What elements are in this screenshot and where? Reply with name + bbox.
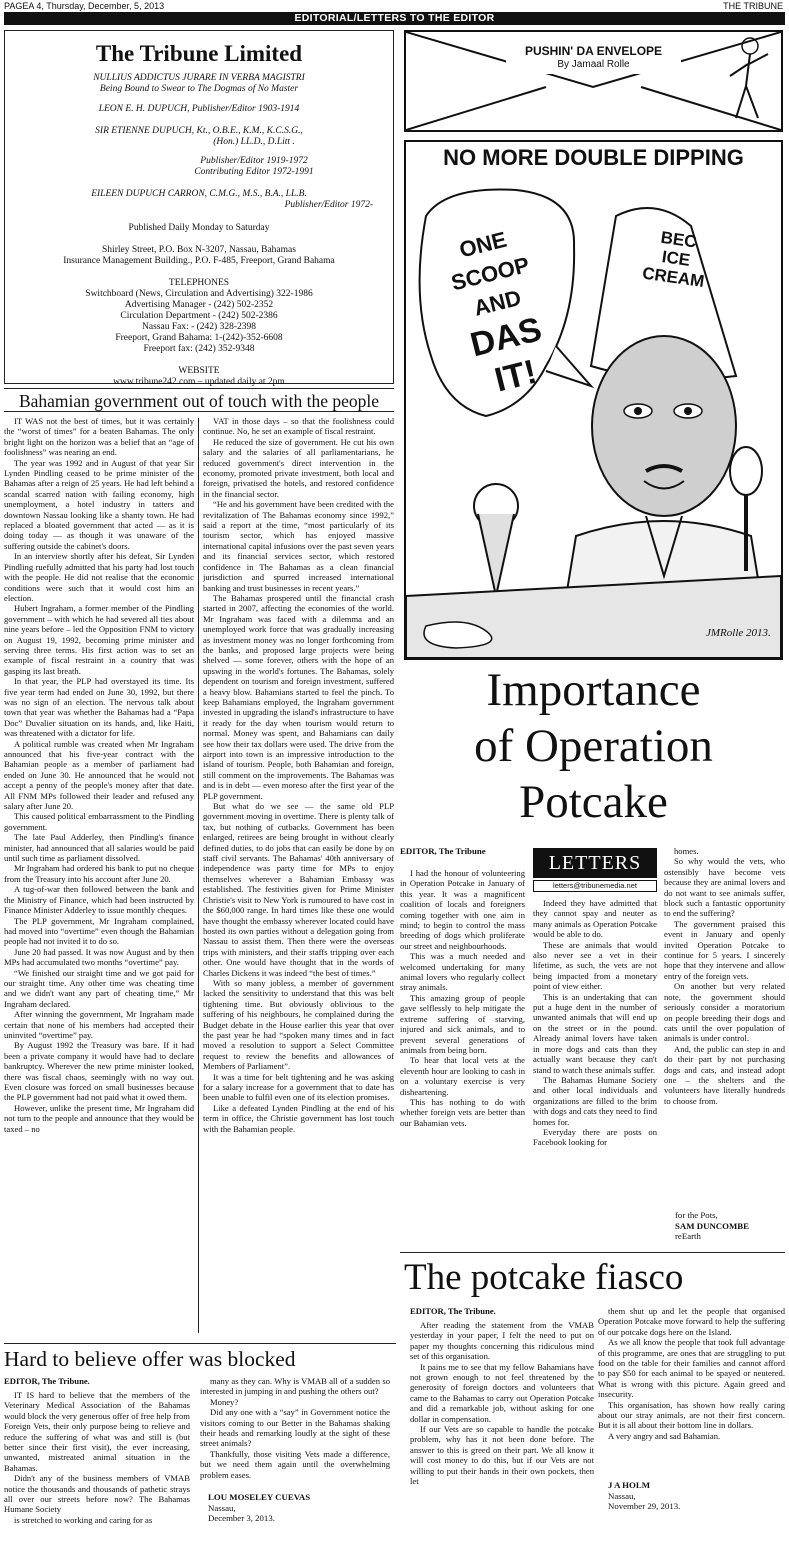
paragraph: Everyday there are posts on Facebook looking for xyxy=(533,1126,657,1148)
paragraph: The government praised this event in January and openly invited Operation Potcake to continue for 5 years. I sincerely hope that they intervene and allow entry of the foreign vets. xyxy=(664,918,785,981)
paragraph: A tug-of-war then followed between the bank and the Ministry of Finance, which had been instructed by Finance Minister Adderley to issue monthly cheques. xyxy=(4,884,194,916)
paragraph: After winning the government, Mr Ingraham made certain that none of his members had accepted their uninvited “overtime” pay. xyxy=(4,1009,194,1040)
paragraph: This amazing group of people gave selflessly to help mitigate the extreme suffering of starving, injured and sick animals, and to prevent several generations of animals from being born. xyxy=(400,992,525,1055)
paragraph: Money? xyxy=(210,1396,239,1407)
masthead-tel-switchboard: Switchboard (News, Circulation and Advertising) 322-1986 xyxy=(85,289,313,299)
paragraph: However, unlike the present time, Mr Ingraham did not turn to the people and announce that they would be taxed – no xyxy=(4,1102,194,1134)
editorial-column-2 xyxy=(203,416,394,1336)
masthead-tel-circulation: Circulation Department - (242) 502-2386 xyxy=(120,311,278,321)
paragraph: This organisation, has shown how really caring about our stray animals, are not their first concern. But it is all about their bottom line in dollars. xyxy=(598,1399,785,1431)
paragraph: This has nothing to do with whether foreign vets are better than our Bahamian vets. xyxy=(400,1096,525,1128)
cartoon-series-block xyxy=(506,44,681,74)
masthead-etienne-4: Contributing Editor 1972-1991 xyxy=(194,167,314,177)
fiasco-salutation: EDITOR, The Tribune. xyxy=(410,1306,496,1316)
paragraph: So why would the vets, who ostensibly have become vets because they are animal lovers and do not want to see animals suffer, block such a fantastic opportunity to end the suffering? xyxy=(664,856,785,919)
masthead-eileen-1: EILEEN DUPUCH CARRON, C.M.G., M.S., B.A., LL.B. xyxy=(91,189,307,199)
potcake-column-2 xyxy=(533,898,657,1248)
offer-date: December 3, 2013. xyxy=(208,1513,275,1523)
cartoonist-figure-icon xyxy=(724,36,774,122)
paragraph: “He and his government have been credited with the revitalization of The Bahamas economy since 1992,” said a report at the time, “most particularly of its tourism sector, which has enjoyed massive international capital infusions over the past seven years and its financial services sector, which restored confidence in The Bahamas as a clean financial jurisdiction and spurred increased international banking and trust businesses in recent years.” xyxy=(203,499,394,593)
editorial-headline: Bahamian government out of touch with the people xyxy=(4,388,394,412)
cartoonist-signature: JMRolle 2013. xyxy=(706,627,771,639)
paragraph: Indeed they have admitted that they cannot spay and neuter as many animals as Operation Potcake would be able to do. xyxy=(533,898,657,940)
letters-email-link[interactable]: letters@tribunemedia.net xyxy=(533,880,657,892)
paragraph: The late Paul Adderley, then Pindling's finance minister, had announced that all salaries would be paid until such time as parliament dissolved. xyxy=(4,832,194,864)
paragraph: And, the public can step in and do their part by not purchasing dogs and cats, and instead adopt one – the shelters and the volunteers have literally hundreds to choose from. xyxy=(664,1043,785,1106)
potcake-headline: Importance of Operation Potcake xyxy=(474,664,713,828)
editorial-column-1 xyxy=(4,416,194,1336)
fiasco-signature: J A HOLM xyxy=(608,1480,651,1490)
masthead-telephones-label: TELEPHONES xyxy=(168,278,230,288)
paragraph: homes. xyxy=(674,846,699,856)
paragraph: These are animals that would also never see a vet in their lifetime, as such, the vets are not being impacted from a monetary point of view either. xyxy=(533,939,657,992)
paragraph: This caused political embarrassment to the Pindling government. xyxy=(4,811,194,832)
section-rule xyxy=(400,1252,785,1253)
fiasco-place: Nassau, xyxy=(608,1490,636,1501)
cartoon-series-title: PUSHIN' DA ENVELOPE xyxy=(524,44,663,58)
paragraph: Like a defeated Lynden Pindling at the end of his term in office, the Christie government has lost touch with the Bahamian people. xyxy=(203,1102,394,1134)
offer-place: Nassau, xyxy=(208,1502,236,1513)
masthead-box xyxy=(4,30,394,387)
masthead-motto: NULLIUS ADDICTUS JURARE IN VERBA MAGISTRI xyxy=(93,73,305,83)
paragraph: Mr Ingraham had ordered his bank to put no cheque from the Treasury into his account after June 20. xyxy=(4,863,194,884)
paragraph: He reduced the size of government. He cut his own salary and the salaries of all parliamentarians, he reduced government's direct intervention in the economy, promoted private investment, both local and foreign, privatised the hotels, and restored confidence in the financial sector. xyxy=(203,436,394,499)
cartoon-header-box xyxy=(404,30,783,132)
masthead-etienne-1: SIR ETIENNE DUPUCH, Kt., O.B.E., K.M., K.C.S.G., xyxy=(95,126,303,136)
masthead-eileen-2: Publisher/Editor 1972- xyxy=(284,200,373,210)
paragraph: After reading the statement from the VMAB yesterday in your paper, I felt the need to put on paper my thoughts concerning this ridiculous mind set of this organisation. xyxy=(410,1320,594,1362)
masthead-published: Published Daily Monday to Saturday xyxy=(128,223,270,233)
offer-salutation: EDITOR, The Tribune. xyxy=(4,1376,90,1386)
potcake-signoff xyxy=(675,1210,749,1242)
newspaper-name: THE TRIBUNE xyxy=(723,1,783,11)
fiasco-headline: The potcake fiasco xyxy=(404,1257,684,1298)
column-rule xyxy=(198,418,199,1333)
speech-bubble-text: ONE SCOOP AND DAS IT! xyxy=(448,226,546,400)
masthead-etienne-2: (Hon.) LL.D., D.Litt . xyxy=(213,137,295,147)
offer-signoff xyxy=(208,1492,310,1524)
masthead-address-2: Insurance Management Building., P.O. F-485, Freeport, Grand Bahama xyxy=(63,256,335,266)
paragraph: “We finished our straight time and we got paid for our straight time. Any other time was cheating time and we didn't want any part of cheating time,” Mr Ingraham declared. xyxy=(4,967,194,1009)
masthead-etienne-3: Publisher/Editor 1919-1972 xyxy=(200,156,308,166)
page-header xyxy=(0,0,789,12)
paragraph: This is an undertaking that can put a huge dent in the number of unwanted animals that will end up on the street or in the pound. Already animal lovers have taken in more dogs and cats than they actually want because they can't stand to watch these animals suffer. xyxy=(533,991,657,1075)
paragraph: With so many jobless, a member of government lacked the sensitivity to understand that this was belt tightening time. But obviously oblivious to the suffering of his neighbours, he complained during the Budget debate in the House earlier this year that over the past year he had “spoken many times and in fact moved a resolution to support a Select Committee request to review the benefits and allowances of Members of Parliament”. xyxy=(203,977,394,1072)
paragraph: Thankfully, those visiting Vets made a difference, but we need them again until the overwhelming problem eases. xyxy=(200,1448,390,1480)
paragraph: By August 1992 the Treasury was bare. If it had been a private company it would have had to declare bankruptcy. Wherever the new prime minister looked, there was fiscal chaos, seemingly with no way out. Even closure was forced on small businesses because the PLP government had not paid what it owed them. xyxy=(4,1040,194,1103)
cartoon-panel xyxy=(404,140,783,660)
paragraph: Did any one with a “say” in Government notice the visitors coming to our Better in the Bahamas shaking their heads and remarking loudly at the sight of these street animals? xyxy=(200,1407,390,1449)
paragraph: As we all know the people that took full advantage of this programme, are ones that are struggling to put food on the table for their families and cannot afford to pay $50 for each animal to be spayed or neutered. What is wrong with this picture. Again greed and insecurity. xyxy=(598,1337,785,1400)
paragraph: VAT in those days – so that the foolishness could continue. No, he set an example of fiscal restraint. xyxy=(203,416,394,437)
paragraph: It was a time for belt tightening and he was asking for a salary increase for a government that to date has been unable to fulfil even one of its election promises. xyxy=(203,1071,394,1103)
paragraph: In an interview shortly after his defeat, Sir Lynden Pindling ruefully admitted that his party had lost touch with the people. He did not realise that the economic conditions were such that it would cost him an election. xyxy=(4,551,194,603)
section-banner: EDITORIAL/LETTERS TO THE EDITOR xyxy=(4,12,785,25)
masthead-tel-advertising: Advertising Manager - (242) 502-2352 xyxy=(124,300,274,310)
section-rule xyxy=(4,1343,396,1344)
letters-logo xyxy=(533,848,657,878)
paragraph: In that year, the PLP had overstayed its time. Its five year term had ended on June 30, 1992, but there was no sign of an election. The nervous talk about town that year was whether the Bahamas had a “Papa Doc” Duvalier situation on its hands, and, like Haiti, was threatened with a dictator for life. xyxy=(4,676,194,739)
potcake-salutation: EDITOR, The Tribune xyxy=(400,846,486,856)
offer-column-2 xyxy=(200,1376,390,1486)
paragraph: many as they can. Why is VMAB all of a sudden so interested in jumping in and pushing the others out? xyxy=(200,1376,390,1397)
cartoon-title: NO MORE DOUBLE DIPPING xyxy=(443,145,744,170)
page-folio: PAGEA 4, Thursday, December, 5, 2013 xyxy=(4,1,165,11)
paragraph: A political rumble was created when Mr Ingraham announced that his five-year contract with the Bahamian people as a member of parliament had ended on June 30. He announced that he would not accept a penny of the people's money after that date. All FNM MPs followed their leader and refused any salary after June 20. xyxy=(4,738,194,812)
paragraph: The Bahamas Humane Society and other local individuals and organizations are filled to the brim with dogs and cats they need to find homes for. xyxy=(533,1074,657,1127)
hat-label: BEC ICE CREAM xyxy=(641,227,706,292)
masthead-website-link[interactable]: www.tribune242.com – updated daily at 2pm xyxy=(113,377,285,387)
offer-headline: Hard to believe offer was blocked xyxy=(4,1347,296,1371)
paragraph: Didn't any of the business members of VMAB notice the thousands and thousands of pathetic strays all over our streets before now? The Bahamas Humane Society xyxy=(4,1473,190,1515)
paragraph: June 20 had passed. It was now August and by then MPs had accumulated two months “overtime” pay. xyxy=(4,946,194,968)
cartoon-byline: By Jamaal Rolle xyxy=(557,59,630,70)
masthead-website-label: WEBSITE xyxy=(178,366,220,376)
paragraph: To hear that local vets at the eleventh hour are looking to cash in on a voluntary exercise is very disheartening. xyxy=(400,1055,525,1097)
potcake-signature: SAM DUNCOMBE xyxy=(675,1220,750,1231)
letters-logo-title: LETTERS xyxy=(548,852,642,874)
masthead-tel-freeport-fax: Freeport fax: (242) 352-9348 xyxy=(143,344,255,354)
masthead-address-1: Shirley Street, P.O. Box N-3207, Nassau, Bahamas xyxy=(102,245,296,255)
masthead-tel-nassau-fax: Nassau Fax: - (242) 328-2398 xyxy=(142,322,256,332)
paragraph: Hubert Ingraham, a former member of the Pindling government – with which he had severed all ties about nine years before – led the Opposition FNM to victory on August 19, 1992, becoming prime minister and serving three terms. His first action was to set an example of fiscal restraint in a country that was gasping its last breath. xyxy=(4,603,194,676)
masthead-motto-translation: Being Bound to Swear to The Dogmas of No Master xyxy=(99,84,299,94)
paragraph: them shut up and let the people that organised Operation Potcake move forward to help the suffering of our potcake dogs here on the Island. xyxy=(598,1306,785,1337)
paragraph: IT IS hard to believe that the members of the Veterinary Medical Association of the Bahamas would block the very generous offer of free help from Foreign Vets, their only purpose being to relieve and reduce the suffering of what was and still is (but better since their first visit), the ever increasing, unwanted, mistreated animal situation in the Bahamas. xyxy=(4,1390,190,1473)
fiasco-signoff xyxy=(608,1480,680,1512)
fiasco-column-1 xyxy=(410,1320,594,1548)
potcake-closing: for the Pots, xyxy=(675,1210,718,1220)
paragraph: But what do we see — the same old PLP government moving in overtime. There is plenty talk of tax, but nothing of cutbacks. Government has been enlarged, retirees are being brought in without clearly defined duties, to do jobs that can easily be done by on staff civil servants. The Bahamas' 40th anniversary of independence was party time for MPs to enjoy themselves wherever a Bahamian Embassy was established. The festivities given for Prime Minister Christie's visit to New York is rumoured to have cost in the $60,000 range. In hard times like these one would have thought the embassy wherever located could have hosted its own parties without a delegation going from Nassau to assist them. Then there were the overseas trips with ministers, and their staffs tripping over each other. One would have thought that in the words of Charles Dickens it was indeed “the best of times.” xyxy=(203,801,394,978)
paragraph: A very angry and sad Bahamian. xyxy=(608,1430,721,1441)
paragraph: The Bahamas prospered until the financial crash started in 2007, affecting the economies of the world. Mr Ingraham was faced with a dilemma and an unemployed work force that was gradually increasing as investment money was no longer forthcoming from the banks, and proposed large projects were being shelved — some forever, others with the hope of an upswing in the world's fortunes. The Bahamas, solely dependent on tourism and foreign investment, suffered a heavy blow. Bahamians started to feel the pinch. To keep Bahamians employed, the Ingraham government invested in upgrading the island's infrastructure to have it ready for the day when tourism would return to normal. Money was spent, and Bahamians can daily see how their tax dollars were used. The drive from the airport into town is an impressive introduction to the island of tourism. People, both Bahamian and foreign, still comment on the improvements. The Bahamas was and is in debt — even moreso after the first year of the PLP government. xyxy=(203,592,394,801)
paragraph: It pains me to see that my fellow Bahamians have not grown enough to not feel threatened by the generosity of foreign doctors and volunteers that came to the Bahamas to carry out Operation Potcake and did a remarkable job, without asking for one dollar in compensation. xyxy=(410,1361,594,1424)
paragraph: If our Vets are so capable to handle the potcake problem, why has it not been done before. The answer to this is greed on their part. We all know it will cost money to do this, but if our Vets are not willing to put their hands in their own pockets, then let xyxy=(410,1424,594,1487)
offer-signature: LOU MOSELEY CUEVAS xyxy=(208,1492,311,1502)
paragraph: The PLP government, Mr Ingraham complained, had moved into “overtime” even though the Bahamian people had not invited it to do so. xyxy=(4,915,194,947)
potcake-column-3 xyxy=(664,846,785,1176)
fiasco-date: November 29, 2013. xyxy=(608,1501,681,1511)
paragraph: The year was 1992 and in August of that year Sir Lynden Pindling ceased to be prime minister of the Bahamas after a reign of 25 years. He had left behind a scandal scarred nation with failing economy, high unemployment, a hotel industry in tatters and downtown Nassau looking like a shanty town. He had replaced a bloated government that acted — as it is doing today — as though it was unaware of the suffering outside the cabinet's doors. xyxy=(4,457,194,551)
paragraph: I had the honour of volunteering in Operation Potcake in January of this year. It was a magnificent coalition of locals and foreigners coming together with one aim in mind; to begin to control the mass breeding of dogs which proliferate our street and neighbourhoods. xyxy=(400,868,525,951)
potcake-column-1 xyxy=(400,868,525,1248)
paragraph: IT WAS not the best of times, but it was certainly the “worst of times” for a beaten Bahamas. The only bright light on the horizon was a belief that an “age of foolishness” was nearing an end. xyxy=(4,416,194,458)
offer-column-1 xyxy=(4,1390,190,1548)
paragraph: On another but very related note, the government should seriously consider a moratorium on people breeding their dogs and cats until the over population of animals is under control. xyxy=(664,981,785,1044)
masthead-founder: LEON E. H. DUPUCH, Publisher/Editor 1903-1914 xyxy=(98,104,300,114)
paragraph: This was a much needed and welcomed undertaking for many animal lovers who regularly collect stray animals. xyxy=(400,951,525,993)
fiasco-column-2 xyxy=(598,1306,785,1476)
masthead-title: The Tribune Limited xyxy=(95,41,303,66)
paragraph: is stretched to working and caring for as xyxy=(14,1514,153,1525)
masthead-tel-freeport: Freeport, Grand Bahama: 1-(242)-352-6608 xyxy=(115,333,283,343)
potcake-organisation: reEarth xyxy=(675,1231,701,1241)
